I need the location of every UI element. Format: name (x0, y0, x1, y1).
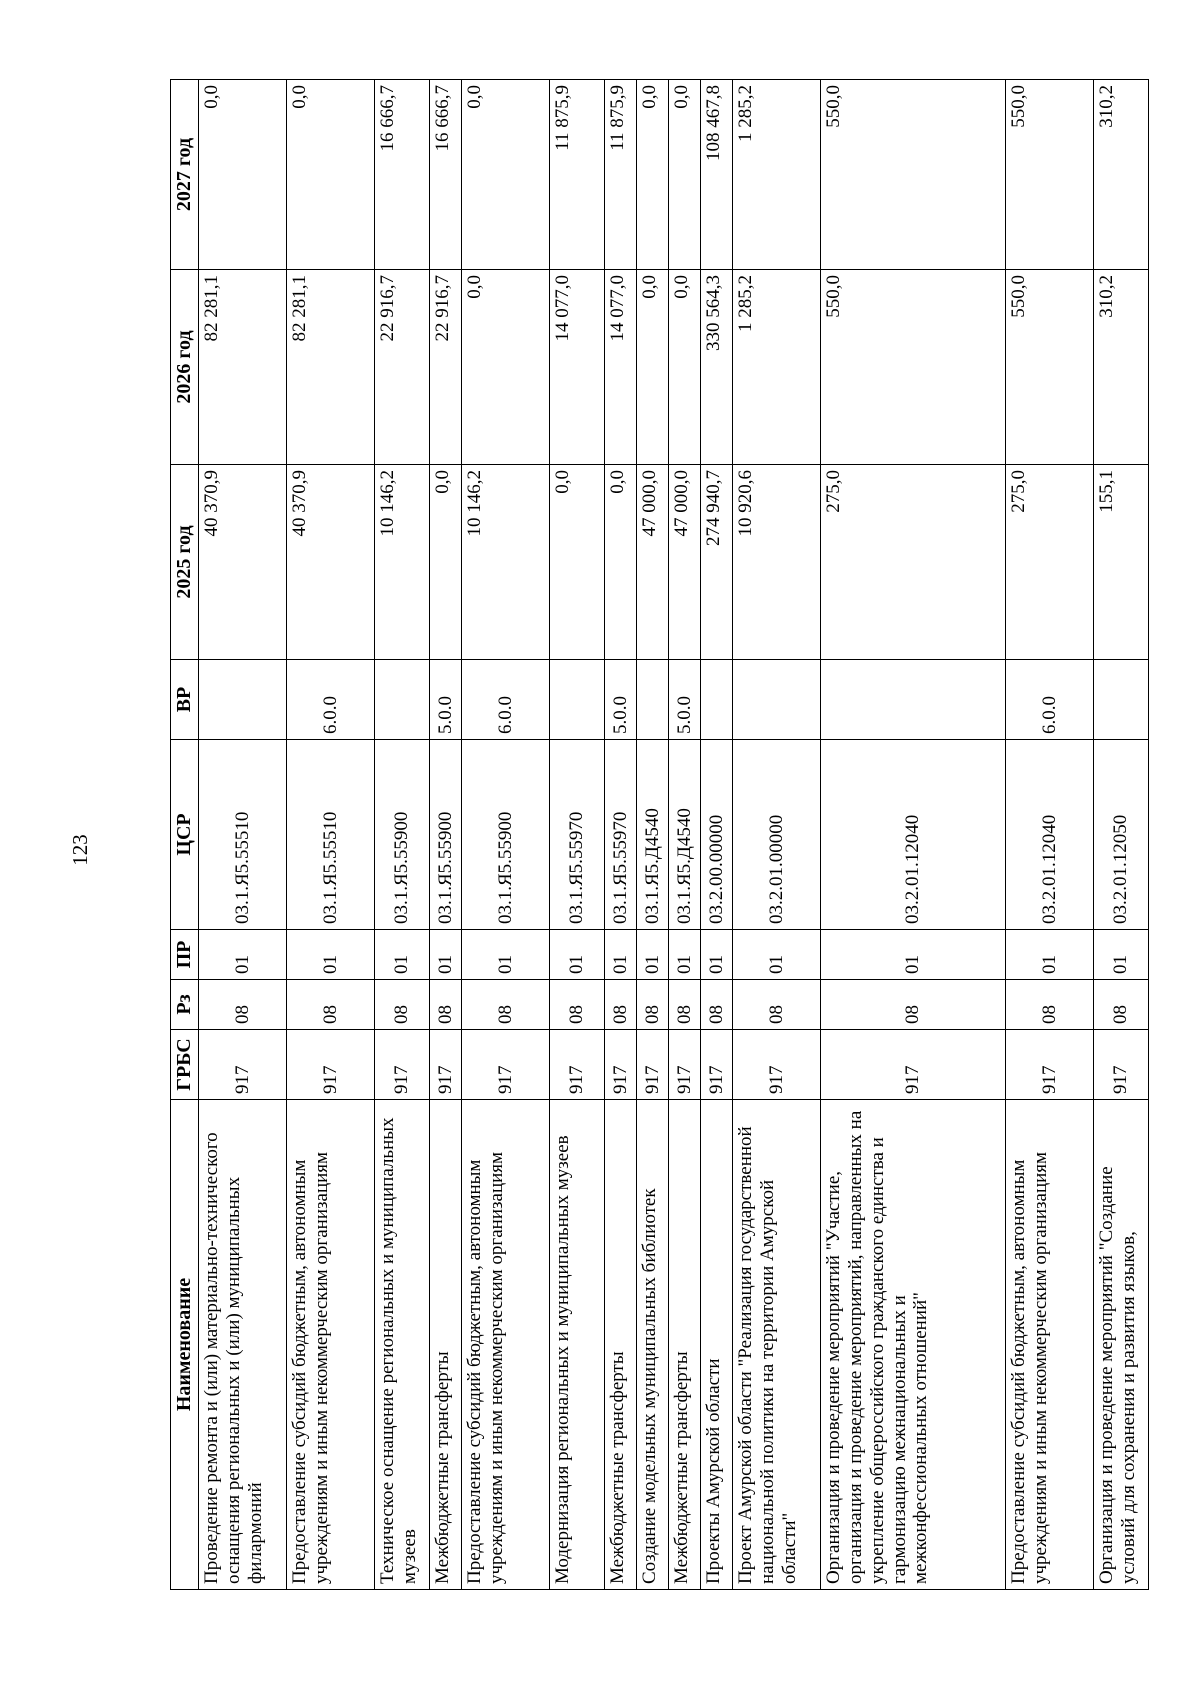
cell-2025: 47 000,0 (637, 465, 669, 660)
page-number: 123 (67, 834, 92, 866)
cell-vr: 6.0.0 (287, 660, 375, 740)
cell-pr: 01 (701, 930, 733, 980)
cell-2027: 16 666,7 (375, 80, 430, 270)
cell-2025: 0,0 (550, 465, 605, 660)
header-name: Наименование (171, 1100, 199, 1590)
cell-2027: 550,0 (821, 80, 1006, 270)
cell-2025: 40 370,9 (287, 465, 375, 660)
cell-vr: 5.0.0 (605, 660, 637, 740)
cell-rz: 08 (287, 980, 375, 1030)
cell-grbs: 917 (821, 1030, 1006, 1100)
cell-rz: 08 (199, 980, 287, 1030)
cell-vr: 6.0.0 (462, 660, 550, 740)
cell-pr: 01 (669, 930, 701, 980)
cell-rz: 08 (550, 980, 605, 1030)
table-row (550, 80, 605, 1590)
cell-2027: 310,2 (1094, 80, 1149, 270)
rotated-table-container (170, 80, 1139, 1590)
cell-vr (199, 660, 287, 740)
cell-2026: 14 077,0 (605, 270, 637, 465)
cell-name: Модернизация региональных и муниципальных музеев (550, 1100, 605, 1590)
cell-vr: 6.0.0 (1006, 660, 1094, 740)
cell-grbs: 917 (430, 1030, 462, 1100)
cell-rz: 08 (701, 980, 733, 1030)
cell-csr: 03.2.01.00000 (733, 740, 821, 930)
header-grbs: ГРБС (171, 1030, 199, 1100)
table-row (821, 80, 1006, 1590)
table-row (1006, 80, 1094, 1590)
cell-name: Проведение ремонта и (или) материально-технического оснащения региональных и (или) муниципальных филармоний (199, 1100, 287, 1590)
header-2026: 2026 год (171, 270, 199, 465)
cell-2026: 1 285,2 (733, 270, 821, 465)
cell-2026: 550,0 (1006, 270, 1094, 465)
cell-2025: 47 000,0 (669, 465, 701, 660)
cell-pr: 01 (605, 930, 637, 980)
cell-rz: 08 (733, 980, 821, 1030)
table-row (637, 80, 669, 1590)
cell-name: Проекты Амурской области (701, 1100, 733, 1590)
cell-2026: 22 916,7 (375, 270, 430, 465)
cell-csr: 03.2.01.12050 (1094, 740, 1149, 930)
table-row (1094, 80, 1149, 1590)
cell-2027: 0,0 (462, 80, 550, 270)
cell-2026: 14 077,0 (550, 270, 605, 465)
cell-pr: 01 (375, 930, 430, 980)
cell-grbs: 917 (701, 1030, 733, 1100)
cell-csr: 03.1.Я5.55900 (430, 740, 462, 930)
table-row (287, 80, 375, 1590)
cell-name: Межбюджетные трансферты (605, 1100, 637, 1590)
cell-2026: 0,0 (637, 270, 669, 465)
cell-vr (637, 660, 669, 740)
cell-2025: 10 146,2 (462, 465, 550, 660)
cell-2025: 10 146,2 (375, 465, 430, 660)
cell-vr: 5.0.0 (669, 660, 701, 740)
cell-rz: 08 (1006, 980, 1094, 1030)
cell-2027: 11 875,9 (605, 80, 637, 270)
cell-2025: 155,1 (1094, 465, 1149, 660)
cell-rz: 08 (430, 980, 462, 1030)
cell-vr (550, 660, 605, 740)
cell-name: Предоставление субсидий бюджетным, автономным учреждениям и иным некоммерческим организациям (287, 1100, 375, 1590)
cell-2027: 550,0 (1006, 80, 1094, 270)
cell-2026: 330 564,3 (701, 270, 733, 465)
header-2027: 2027 год (171, 80, 199, 270)
cell-pr: 01 (1006, 930, 1094, 980)
cell-name: Межбюджетные трансферты (430, 1100, 462, 1590)
cell-2025: 275,0 (1006, 465, 1094, 660)
table-header-row (171, 80, 199, 1590)
cell-grbs: 917 (550, 1030, 605, 1100)
table-row (462, 80, 550, 1590)
cell-name: Предоставление субсидий бюджетным, автономным учреждениям и иным некоммерческим организациям (462, 1100, 550, 1590)
cell-grbs: 917 (375, 1030, 430, 1100)
cell-2027: 0,0 (199, 80, 287, 270)
cell-csr: 03.1.Я5.Д4540 (637, 740, 669, 930)
cell-rz: 08 (375, 980, 430, 1030)
header-rz: Рз (171, 980, 199, 1030)
cell-2025: 274 940,7 (701, 465, 733, 660)
cell-name: Проект Амурской области "Реализация государственной национальной политики на территории Амурской области" (733, 1100, 821, 1590)
cell-2026: 310,2 (1094, 270, 1149, 465)
cell-2027: 1 285,2 (733, 80, 821, 270)
cell-pr: 01 (733, 930, 821, 980)
table-body (199, 80, 1149, 1590)
table-row (605, 80, 637, 1590)
cell-rz: 08 (821, 980, 1006, 1030)
cell-2027: 108 467,8 (701, 80, 733, 270)
cell-name: Техническое оснащение региональных и муниципальных музеев (375, 1100, 430, 1590)
cell-pr: 01 (637, 930, 669, 980)
cell-rz: 08 (605, 980, 637, 1030)
table-row (375, 80, 430, 1590)
cell-2026: 0,0 (669, 270, 701, 465)
cell-csr: 03.1.Я5.Д4540 (669, 740, 701, 930)
table-row (430, 80, 462, 1590)
cell-2027: 11 875,9 (550, 80, 605, 270)
cell-vr: 5.0.0 (430, 660, 462, 740)
cell-csr: 03.1.Я5.55510 (287, 740, 375, 930)
cell-grbs: 917 (199, 1030, 287, 1100)
cell-2026: 22 916,7 (430, 270, 462, 465)
cell-grbs: 917 (733, 1030, 821, 1100)
cell-2026: 82 281,1 (287, 270, 375, 465)
cell-rz: 08 (1094, 980, 1149, 1030)
cell-2027: 0,0 (287, 80, 375, 270)
cell-2027: 16 666,7 (430, 80, 462, 270)
cell-rz: 08 (637, 980, 669, 1030)
cell-csr: 03.1.Я5.55970 (550, 740, 605, 930)
cell-pr: 01 (550, 930, 605, 980)
cell-csr: 03.1.Я5.55970 (605, 740, 637, 930)
cell-vr (821, 660, 1006, 740)
cell-pr: 01 (199, 930, 287, 980)
cell-name: Предоставление субсидий бюджетным, автономным учреждениям и иным некоммерческим организациям (1006, 1100, 1094, 1590)
cell-grbs: 917 (1006, 1030, 1094, 1100)
cell-csr: 03.1.Я5.55510 (199, 740, 287, 930)
cell-csr: 03.2.01.12040 (821, 740, 1006, 930)
header-pr: ПР (171, 930, 199, 980)
cell-csr: 03.1.Я5.55900 (375, 740, 430, 930)
cell-name: Создание модельных муниципальных библиотек (637, 1100, 669, 1590)
cell-grbs: 917 (637, 1030, 669, 1100)
cell-name: Межбюджетные трансферты (669, 1100, 701, 1590)
cell-2025: 10 920,6 (733, 465, 821, 660)
cell-2026: 0,0 (462, 270, 550, 465)
cell-grbs: 917 (287, 1030, 375, 1100)
cell-2025: 40 370,9 (199, 465, 287, 660)
table-row (199, 80, 287, 1590)
cell-csr: 03.1.Я5.55900 (462, 740, 550, 930)
table-row (733, 80, 821, 1590)
cell-pr: 01 (430, 930, 462, 980)
cell-rz: 08 (462, 980, 550, 1030)
cell-name: Организация и проведение мероприятий "Участие, организация и проведение мероприятий, направленных на укрепление общероссийского гражданского единства и гармонизацию межнациональных и межконфессиональных отношений" (821, 1100, 1006, 1590)
cell-vr (1094, 660, 1149, 740)
cell-grbs: 917 (462, 1030, 550, 1100)
cell-2025: 0,0 (430, 465, 462, 660)
cell-pr: 01 (462, 930, 550, 980)
cell-csr: 03.2.00.00000 (701, 740, 733, 930)
cell-name: Организация и проведение мероприятий "Создание условий для сохранения и развития языков, (1094, 1100, 1149, 1590)
cell-2025: 275,0 (821, 465, 1006, 660)
cell-2025: 0,0 (605, 465, 637, 660)
cell-2027: 0,0 (669, 80, 701, 270)
header-vr: ВР (171, 660, 199, 740)
cell-grbs: 917 (605, 1030, 637, 1100)
table-row (701, 80, 733, 1590)
cell-rz: 08 (669, 980, 701, 1030)
cell-vr (701, 660, 733, 740)
cell-grbs: 917 (669, 1030, 701, 1100)
cell-pr: 01 (821, 930, 1006, 980)
cell-pr: 01 (1094, 930, 1149, 980)
cell-csr: 03.2.01.12040 (1006, 740, 1094, 930)
table-row (669, 80, 701, 1590)
cell-2026: 550,0 (821, 270, 1006, 465)
header-csr: ЦСР (171, 740, 199, 930)
cell-vr (733, 660, 821, 740)
header-2025: 2025 год (171, 465, 199, 660)
cell-pr: 01 (287, 930, 375, 980)
cell-2027: 0,0 (637, 80, 669, 270)
budget-table (170, 79, 1149, 1590)
cell-grbs: 917 (1094, 1030, 1149, 1100)
cell-2026: 82 281,1 (199, 270, 287, 465)
cell-vr (375, 660, 430, 740)
